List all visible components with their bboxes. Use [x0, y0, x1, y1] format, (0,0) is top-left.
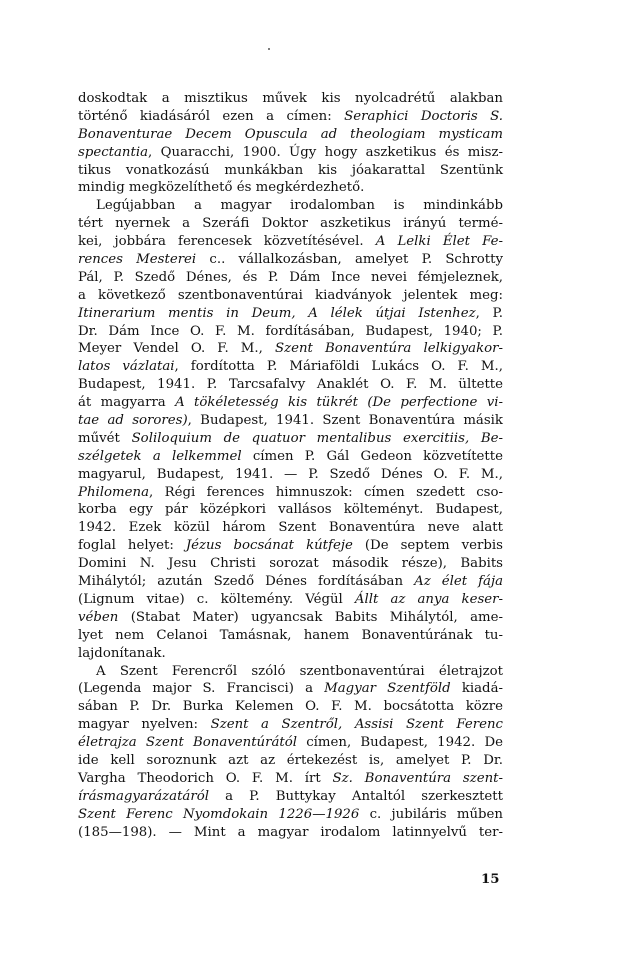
text-span: Vargha Theodorich O. F. M. írt [78, 770, 333, 786]
text-span: címen P. Gál Gedeon közvetítette [241, 448, 503, 464]
text-line [78, 555, 503, 573]
text-line [78, 448, 503, 466]
text-line [78, 412, 503, 430]
text-span: a következő szentbonaventúrai kiadványok jelentek meg: [78, 287, 503, 303]
text-span: , Régi ferences himnuszok: címen szedett cso- [149, 484, 503, 500]
text-line [78, 90, 503, 108]
text-span: Mihálytól; azután Szedő Dénes fordításában [78, 574, 415, 590]
italic-title-span: Bonaventurae Decem Opuscula ad theologiam mysticam [78, 126, 503, 142]
text-span: Domini N. Jesu Christi sorozat második része), Babits [78, 556, 503, 572]
text-span: művét [78, 430, 132, 446]
text-span: (De septem verbis [352, 538, 503, 554]
text-line [78, 752, 503, 770]
italic-title-span: Magyar Szentföld [324, 681, 451, 697]
text-span: magyarul, Budapest, 1941. — P. Szedő Dénes O. F. M., [78, 466, 503, 482]
text-span: , P. [475, 305, 503, 321]
text-line [78, 484, 503, 502]
italic-title-span: írásmagyarázatáról [78, 788, 209, 804]
italic-title-span: Philomena [78, 484, 149, 500]
text-span: (Stabat Mater) ugyancsak Babits Mihálytól, ame- [118, 609, 503, 625]
text-line [78, 144, 503, 162]
text-span: a P. Buttykay Antaltól szerkesztett [208, 788, 503, 804]
text-line [78, 501, 503, 519]
text-line [78, 394, 503, 412]
italic-title-span: Jézus bocsánat kútfeje [185, 538, 353, 554]
text-span: , Quaracchi, 1900. Úgy hogy aszketikus és misz- [148, 144, 503, 160]
italic-title-span: Soliloquium de quatuor mentalibus exercitiis, Be- [131, 430, 503, 446]
text-line [78, 376, 503, 394]
italic-title-span: Az élet fája [414, 574, 504, 590]
italic-title-span: A tökéletesség kis tükrét (De perfectione vi- [175, 395, 503, 411]
text-span: sában P. Dr. Burka Kelemen O. F. M. bocsátotta közre [78, 699, 503, 715]
text-line [78, 573, 503, 591]
text-line [78, 251, 503, 269]
italic-title-span: Állt az anya keser- [354, 591, 503, 607]
text-span: mindig megközelíthető és megkérdezhető. [78, 180, 365, 196]
text-line [78, 215, 503, 233]
text-line [78, 663, 503, 681]
text-span: Meyer Vendel O. F. M., [78, 341, 275, 357]
text-span: (Legenda major S. Francisci) a [78, 681, 325, 697]
italic-title-span: Szent Bonaventúra lelkigyakor- [274, 341, 504, 357]
italic-title-span: Sz. Bonaventúra szent- [332, 770, 503, 786]
text-line [78, 305, 503, 323]
italic-title-span: A Lelki Élet Fe- [375, 234, 504, 250]
text-span: doskodtak a misztikus művek kis nyolcadrétű alakban [78, 91, 503, 106]
italic-title-span: latos vázlatai [78, 359, 175, 375]
italic-title-span: vében [78, 609, 119, 625]
text-line [78, 197, 503, 215]
text-line [78, 770, 503, 788]
text-span: (Lignum vitae) c. költemény. Végül [78, 591, 355, 607]
text-span: foglal helyet: [78, 538, 186, 554]
italic-title-span: spectantia [78, 144, 149, 160]
italic-title-span: Szent Ferenc Nyomdokain 1226—1926 [78, 806, 360, 822]
text-span: Budapest, 1941. P. Tarcsafalvy Anaklét O. F. M. ültette [78, 377, 503, 393]
text-line [78, 680, 503, 698]
printer-mark [268, 48, 270, 50]
italic-title-span: Itinerarium mentis in Deum, A lélek útjai Istenhez [78, 305, 476, 321]
text-line [78, 323, 503, 341]
italic-title-span: életrajza Szent Bonaventúrától [78, 735, 298, 751]
text-line [78, 519, 503, 537]
body-text [78, 90, 503, 841]
text-span: címen, Budapest, 1942. De [297, 735, 503, 751]
text-line [78, 430, 503, 448]
page-number: 15 [481, 872, 500, 887]
text-line [78, 358, 503, 376]
text-span: Pál, P. Szedő Dénes, és P. Dám Ince nevei fémjeleznek, [78, 269, 503, 285]
text-line [78, 645, 503, 663]
text-line [78, 126, 503, 144]
text-line [78, 627, 503, 645]
italic-title-span: Szent a Szentről, Assisi Szent Ferenc [210, 717, 504, 733]
text-span: lyet nem Celanoi Tamásnak, hanem Bonaventúrának tu- [78, 627, 503, 643]
text-line [78, 340, 503, 358]
text-span: (185—198). — Mint a magyar irodalom latinnyelvű ter- [78, 824, 503, 840]
text-span: c.. vállalkozásban, amelyet P. Schrotty [196, 252, 503, 268]
text-span: , Budapest, 1941. Szent Bonaventúra másik [187, 413, 503, 429]
text-line [78, 269, 503, 287]
text-line [78, 806, 503, 824]
text-span: tikus vonatkozású munkákban kis jóakarattal Szentünk [78, 162, 503, 178]
italic-title-span: rences Mesterei [78, 252, 197, 268]
text-line [78, 591, 503, 609]
text-line [78, 698, 503, 716]
text-line [78, 788, 503, 806]
text-line [78, 287, 503, 305]
text-line [78, 609, 503, 627]
text-line [78, 716, 503, 734]
italic-title-span: tae ad sorores) [78, 413, 188, 429]
text-span: 1942. Ezek közül három Szent Bonaventúra neve alatt [78, 520, 503, 536]
text-span: Legújabban a magyar irodalomban is mindinkább [96, 198, 503, 214]
text-line [78, 233, 503, 251]
text-line [78, 108, 503, 126]
text-span: át magyarra [78, 395, 176, 411]
text-span: lajdonítanak. [78, 645, 166, 661]
text-span: korba egy pár középkori vallásos költeményt. Budapest, [78, 502, 503, 518]
text-span: kei, jobbára ferencesek közvetítésével. [78, 234, 376, 250]
text-line [78, 734, 503, 752]
text-span: A Szent Ferencről szóló szentbonaventúrai életrajzot [96, 663, 503, 679]
text-line [78, 162, 503, 180]
text-line [78, 466, 503, 484]
italic-title-span: Seraphici Doctoris S. [344, 108, 504, 124]
text-line [78, 179, 503, 197]
text-span: , fordította P. Máriaföldi Lukács O. F. M., [174, 359, 503, 375]
text-span: kiadá- [450, 681, 503, 697]
text-span: Dr. Dám Ince O. F. M. fordításában, Budapest, 1940; P. [78, 323, 503, 339]
text-line [78, 824, 503, 842]
text-span: tért nyernek a Szeráfi Doktor aszketikus irányú termé- [78, 216, 503, 232]
text-span: történő kiadásáról ezen a címen: [78, 108, 345, 124]
italic-title-span: szélgetek a lelkemmel [78, 448, 242, 464]
text-line [78, 537, 503, 555]
text-span: ide kell soroznunk azt az értekezést is, amelyet P. Dr. [78, 752, 503, 768]
text-span: magyar nyelven: [78, 717, 211, 733]
text-span: c. jubiláris műben [359, 806, 503, 822]
